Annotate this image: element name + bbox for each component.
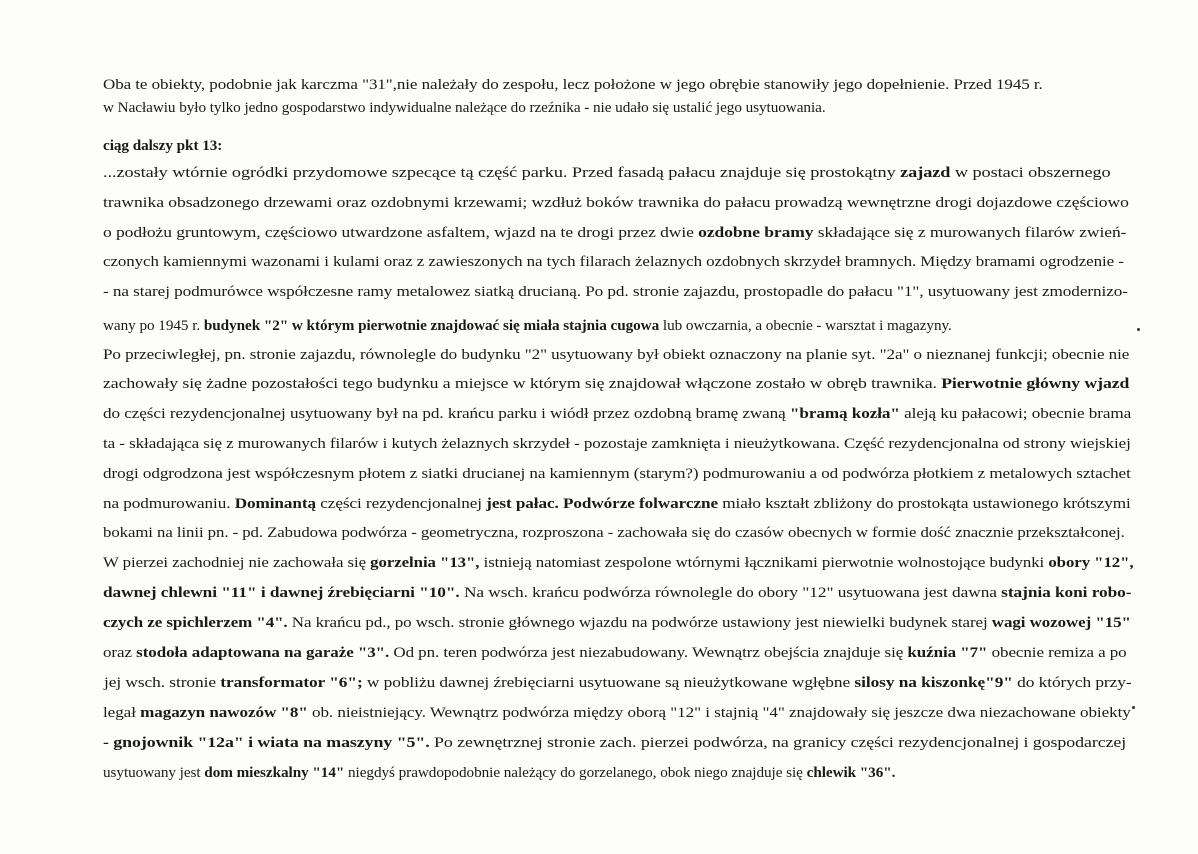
text-run: Oba te obiekty, podobnie jak karczma "31",nie należały do zespołu, lecz położone w jego obrębie stanowiły jego dopełnienie. Przed 1945 r. <box>103 76 1043 93</box>
text-run: legał <box>103 704 141 721</box>
text-line <box>103 494 1131 514</box>
text-line <box>103 703 1131 723</box>
bold-run: zajazd <box>900 164 951 181</box>
text-run: w postaci obszernego <box>950 164 1111 181</box>
text-run: istnieją natomiast zespolone wtórnymi łącznikami pierwotnie wolnostojące budynki <box>479 554 1049 571</box>
bold-run: ozdobne bramy <box>698 224 814 241</box>
text-line <box>103 345 1129 365</box>
bold-run: Pierwotnie główny wjazd <box>941 375 1130 392</box>
text-run: Na krańcu pd., po wsch. stronie głównego wjazdu na podwórze ustawiony jest niewielki budynek starej <box>287 614 992 631</box>
text-line <box>103 223 1126 243</box>
text-line <box>103 98 826 118</box>
bold-run: magazyn nawozów "8" <box>140 704 308 721</box>
text-run: aleją ku pałacowi; obecnie brama <box>899 405 1132 422</box>
text-run: bokami na linii pn. - pd. Zabudowa podwórza - geometryczna, rozproszona - zachowała się do czasów obecnych w formie dość znacznie przekształconej. <box>103 524 1125 541</box>
text-run: drogi odgrodzona jest współczesnym płotem z siatki drucianej na kamiennym (starym?) podmurowaniu a od podwórza płotkiem z metalowych sztachet <box>103 465 1131 482</box>
text-line <box>103 733 1126 753</box>
text-line <box>103 404 1131 424</box>
text-line <box>103 613 1131 633</box>
text-run: oraz <box>103 644 137 661</box>
bold-run: kuźnia "7" <box>907 644 988 661</box>
text-run: o podłożu gruntowym, częściowo utwardzone asfaltem, wjazd na te drogi przez dwie <box>103 224 699 241</box>
bold-run: "bramą kozła" <box>789 405 900 422</box>
text-run: W pierzei zachodniej nie zachowała się <box>103 554 371 571</box>
bold-run: Dominantą <box>234 495 317 512</box>
text-line <box>103 75 1043 95</box>
text-run: Od pn. teren podwórza jest niezabudowany. Wewnątrz obejścia znajduje się <box>389 644 908 661</box>
text-run: na podmurowaniu. <box>103 495 235 512</box>
text-run: niegdyś prawdopodobnie należący do gorzelanego, obok niego znajduje się <box>344 764 807 781</box>
text-line <box>103 282 1128 302</box>
text-line <box>103 163 1111 183</box>
text-run: ...zostały wtórnie ogródki przydomowe szpecące tą część parku. Przed fasadą pałacu znajduje się prostokątny <box>103 164 901 181</box>
text-line <box>103 193 1129 213</box>
bold-run: stajnia koni robo- <box>1001 584 1132 601</box>
bold-run: budynek "2" w którym pierwotnie znajdować się miała stajnia cugowa <box>203 317 660 334</box>
section-heading <box>103 136 222 156</box>
text-run: Po zewnętrznej stronie zach. pierzei podwórza, na granicy części rezydencjonalnej i gospodarczej <box>429 734 1127 751</box>
text-line <box>103 553 1134 573</box>
text-run: miało kształt zbliżony do prostokąta ustawionego krótszymi <box>718 495 1131 512</box>
text-run: lub owczarnia, a obecnie - warsztat i magazyny. <box>659 317 952 334</box>
text-run: czonych kamiennymi wazonami i kulami oraz z zawieszonych na tych filarach żelaznych ozdobnych skrzydeł bramnych. Między bramami ogrodzenie - <box>103 253 1124 270</box>
text-run: trawnika obsadzonego drzewami oraz ozdobnymi krzewami; wzdłuż boków trawnika do pałacu prowadzą wewnętrzne drogi dojazdowe częściowo <box>103 194 1129 211</box>
text-run: Po przeciwległej, pn. stronie zajazdu, równolegle do budynku "2" usytuowany był obiekt oznaczony na planie syt. "2a" o nieznanej funkcji; obecnie nie <box>103 346 1130 363</box>
bold-run: czych ze spichlerzem "4". <box>103 614 288 631</box>
bold-run: ciąg dalszy pkt 13: <box>103 137 223 154</box>
text-line <box>103 464 1131 484</box>
text-run: - na starej podmurówce współczesne ramy metalowez siatką drucianą. Po pd. stronie zajazdu, prostopadle do pałacu "1", usytuowany jest zmodernizo- <box>103 283 1128 300</box>
text-line <box>103 374 1129 394</box>
bold-run: wagi wozowej "15" <box>991 614 1131 631</box>
text-line <box>103 643 1127 663</box>
text-run: składające się z murowanych filarów zwień- <box>813 224 1127 241</box>
text-run: Na wsch. krańcu podwórza równolegle do obory "12" usytuowana jest dawna <box>459 584 1002 601</box>
bold-run: stodoła adaptowana na garaże "3". <box>136 644 390 661</box>
bold-run: dawnej chlewni "11" i dawnej źrebięciarni "10". <box>103 584 460 601</box>
margin-speck <box>1132 706 1135 709</box>
text-run: do których przy- <box>1012 674 1132 691</box>
bold-run: transformator "6"; <box>220 674 363 691</box>
text-run: zachowały się żadne pozostałości tego budynku a miejsce w którym się znajdował włączone zostało w obręb trawnika. <box>103 375 942 392</box>
text-run: usytuowany jest <box>103 764 205 781</box>
text-line <box>103 763 895 783</box>
bold-run: gorzelnia "13", <box>370 554 480 571</box>
text-line <box>103 316 952 336</box>
text-run: części rezydencjonalnej <box>316 495 487 512</box>
text-line <box>103 523 1125 543</box>
bold-run: - gnojownik "12a" i wiata na maszyny "5". <box>103 734 430 751</box>
text-run: jej wsch. stronie <box>104 674 221 691</box>
text-line <box>103 252 1124 272</box>
bold-run: silosy na kiszonkę"9" <box>854 674 1013 691</box>
text-line <box>104 673 1132 693</box>
margin-speck <box>1137 328 1140 331</box>
text-run: w Nacławiu było tylko jedno gospodarstwo indywidualne należące do rzeźnika - nie udało się ustalić jego usytuowania. <box>103 99 826 116</box>
text-run: do części rezydencjonalnej usytuowany był na pd. krańcu parku i wiódł przez ozdobną bramę zwaną <box>103 405 790 422</box>
bold-run: dom mieszkalny "14" <box>204 764 345 781</box>
bold-run: obory "12", <box>1048 554 1134 571</box>
bold-run: chlewik "36". <box>806 764 896 781</box>
text-line <box>103 434 1131 454</box>
bold-run: jest pałac. Podwórze folwarczne <box>486 495 719 512</box>
text-line <box>103 583 1131 603</box>
text-run: obecnie remiza a po <box>987 644 1127 661</box>
text-run: ta - składająca się z murowanych filarów i kutych żelaznych skrzydeł - pozostaje zamknięta i nieużytkowana. Część rezydencjonalna od strony wiejskiej <box>103 435 1131 452</box>
text-run: ob. nieistniejący. Wewnątrz podwórza między oborą "12" i stajnią "4" znajdowały się jeszcze dwa niezachowane obiekty <box>307 704 1131 721</box>
text-run: w pobliżu dawnej źrebięciarni usytuowane są nieużytkowane wgłębne <box>362 674 855 691</box>
text-run: wany po 1945 r. <box>103 317 204 334</box>
